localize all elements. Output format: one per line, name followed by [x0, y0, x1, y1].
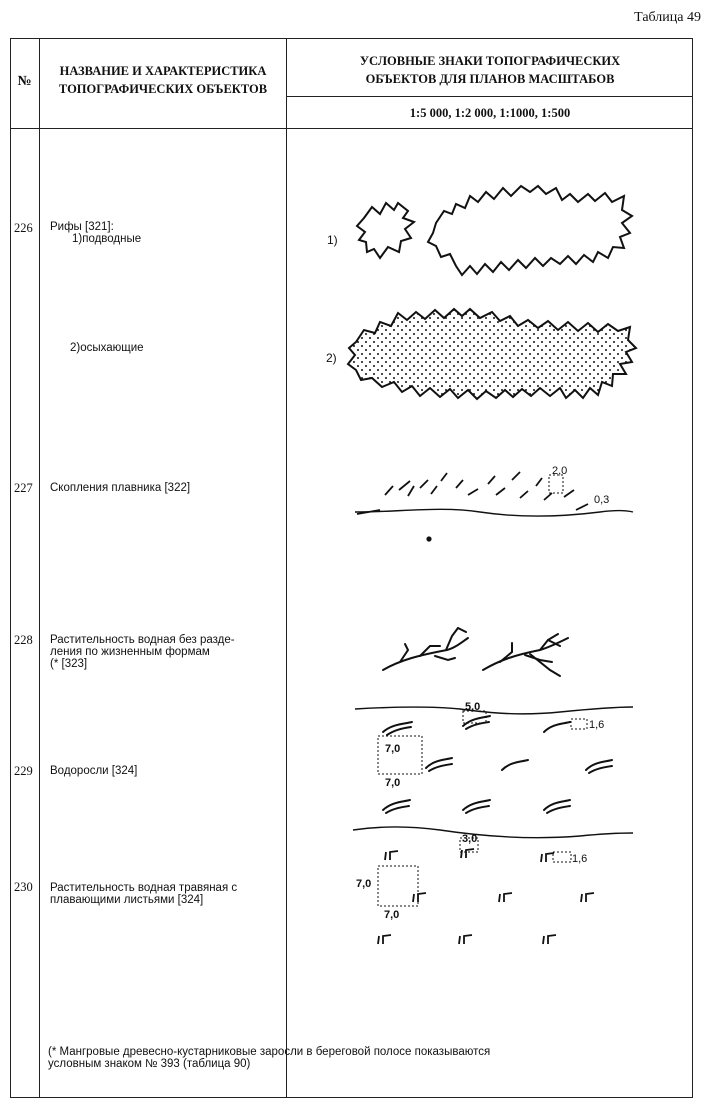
row-num-227: 227 — [14, 481, 33, 495]
dim-230-b: 1,6 — [572, 853, 588, 865]
row-num-226: 226 — [14, 221, 33, 235]
row-name-230-line1: Растительность водная травяная с — [50, 882, 238, 894]
dim-227-a: 2,0 — [552, 465, 568, 477]
shoreline-229 — [355, 707, 633, 714]
dim-box-229-b — [571, 719, 587, 729]
row-name-229: Водоросли [324] — [50, 765, 138, 777]
row-num-228: 228 — [14, 633, 33, 647]
header-signs-line2: ОБЪЕКТОВ ДЛЯ ПЛАНОВ МАСШТАБОВ — [365, 72, 615, 86]
aquatic-vegetation-symbol — [383, 628, 568, 676]
floating-leaf-symbol — [378, 849, 594, 944]
row-name-228-line3: (* [323] — [50, 658, 88, 670]
reef-underwater-symbol-large — [428, 186, 632, 275]
row-sub-226-1: 1)подводные — [72, 233, 142, 245]
dim-230-d: 7,0 — [384, 909, 400, 921]
dim-230-c: 7,0 — [356, 878, 372, 890]
header-scales: 1:5 000, 1:2 000, 1:1000, 1:500 — [409, 106, 571, 120]
dim-229-b: 1,6 — [589, 719, 605, 731]
row-num-229: 229 — [14, 764, 33, 778]
row-num-230: 230 — [14, 880, 33, 894]
dim-box-230-c — [378, 866, 418, 906]
row-name-228-line2: ления по жизненным формам — [50, 646, 210, 658]
reef-drying-symbol — [348, 309, 636, 399]
row-sub-226-2-text: 2)осыхающие — [70, 342, 144, 354]
shoreline-227 — [355, 509, 633, 516]
footnote-line2: условным знаком № 393 (таблица 90) — [48, 1058, 251, 1070]
row-title-226: Рифы [321]: — [50, 221, 114, 233]
algae-symbol — [383, 716, 612, 813]
dim-229-a: 5,0 — [465, 701, 481, 713]
dim-box-230-b — [553, 852, 571, 862]
dot-mark — [426, 536, 431, 541]
header-name-line2: ТОПОГРАФИЧЕСКИХ ОБЪЕКТОВ — [58, 82, 268, 96]
dim-227-b: 0,3 — [594, 494, 610, 506]
reef-underwater-symbol-small — [357, 203, 414, 258]
row-name-228-line1: Растительность водная без разде- — [50, 634, 235, 646]
footnote-line1: (* Мангровые древесно-кустарниковые заросли в береговой полосе показываются — [48, 1046, 491, 1058]
row-name-230-line2: плавающими листьями [324] — [50, 894, 204, 906]
header-name-line1: НАЗВАНИЕ И ХАРАКТЕРИСТИКА — [59, 64, 267, 78]
row-name-227: Скопления плавника [322] — [50, 482, 191, 494]
dim-229-d: 7,0 — [385, 777, 401, 789]
dim-box-227 — [549, 475, 563, 493]
dim-box-229-c — [378, 736, 422, 774]
dim-230-a: 3,0 — [462, 833, 478, 845]
reef-label-1: 1) — [327, 233, 338, 247]
header-num: № — [17, 74, 32, 89]
reef-label-2: 2) — [326, 351, 337, 365]
table-label: Таблица 49 — [634, 10, 701, 25]
dim-229-c: 7,0 — [385, 743, 401, 755]
shoreline-230 — [353, 827, 633, 838]
footnote — [48, 1046, 608, 1070]
header-signs-line1: УСЛОВНЫЕ ЗНАКИ ТОПОГРАФИЧЕСКИХ — [359, 54, 621, 68]
